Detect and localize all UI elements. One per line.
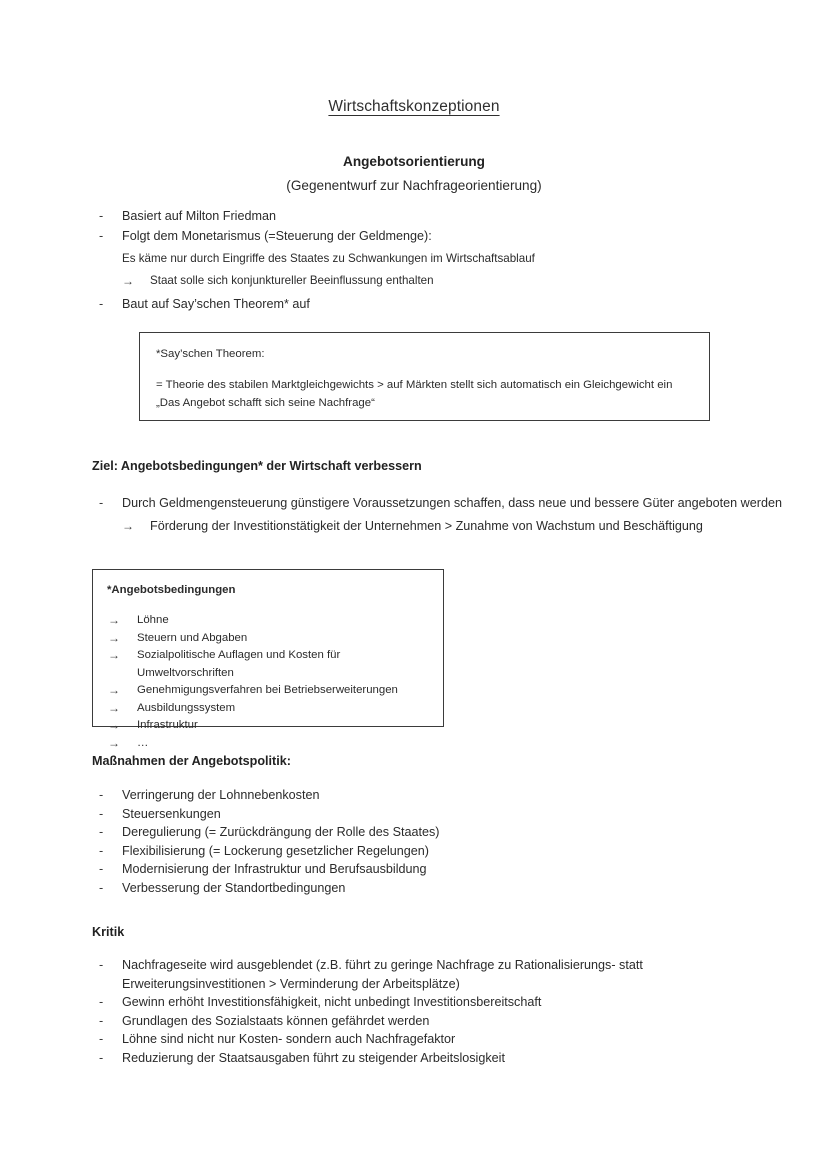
list-item-text: Steuern und Abgaben: [137, 631, 248, 644]
list-item: [107, 700, 429, 718]
list-item: [107, 630, 429, 648]
list-item: [92, 1049, 692, 1068]
page-title: Wirtschaftskonzeptionen: [328, 98, 500, 115]
critique-list: [92, 956, 692, 1068]
list-item: [92, 1012, 692, 1031]
list-item-text: Reduzierung der Staatsausgaben führt zu steigender Arbeitslosigkeit: [122, 1050, 505, 1065]
arrow-icon: →: [122, 518, 134, 533]
list-item: [92, 956, 692, 993]
list-item-text: Löhne sind nicht nur Kosten- sondern auch Nachfragefaktor: [122, 1032, 456, 1047]
list-item-text: Folgt dem Monetarismus (=Steuerung der Geldmenge):: [122, 228, 432, 243]
list-item: [92, 207, 752, 227]
list-item-text: Gewinn erhöht Investitionsfähigkeit, nicht unbedingt Investitionsbereitschaft: [122, 995, 542, 1010]
dash-bullet-icon: -: [99, 1032, 104, 1047]
theorem-box-title: *Say’schen Theorem:: [156, 348, 265, 360]
measures-section: [92, 786, 752, 898]
list-item: [92, 295, 752, 315]
dash-bullet-icon: -: [99, 209, 104, 223]
dash-bullet-icon: -: [99, 1050, 104, 1065]
list-item: [92, 823, 752, 842]
arrow-icon: →: [108, 683, 120, 697]
arrow-icon: →: [108, 735, 120, 750]
arrow-icon: →: [108, 700, 120, 715]
arrow-icon: →: [122, 274, 134, 288]
list-item-text: Durch Geldmengensteuerung günstigere Voraussetzungen schaffen, dass neue und bessere Güter angeboten werden: [122, 496, 782, 510]
list-item-text: Baut auf Say’schen Theorem* auf: [122, 297, 310, 311]
list-item-text: …: [137, 736, 149, 749]
conditions-box-title: *Angebotsbedingungen: [107, 584, 236, 596]
list-item-text: Nachfrageseite wird ausgeblendet (z.B. führt zu geringe Nachfrage zu Rationalisierungs- statt Erweiterungsinvestitionen > Verminderung der Arbeitsplätze): [122, 958, 643, 991]
list-item-text: Flexibilisierung (= Lockerung gesetzlicher Regelungen): [122, 843, 429, 858]
critique-heading: Kritik: [92, 925, 125, 939]
subtitle-heading: Angebotsorientierung: [343, 154, 485, 169]
theorem-definition-box: [139, 332, 710, 421]
list-item-text: Deregulierung (= Zurückdrängung der Rolle des Staates): [122, 825, 440, 840]
list-item: [107, 647, 429, 682]
dash-bullet-icon: -: [99, 843, 104, 858]
arrow-icon: →: [108, 630, 120, 645]
list-item-text: Ausbildungssystem: [137, 701, 236, 714]
list-item: [92, 494, 792, 514]
critique-section: [92, 956, 692, 1068]
arrow-icon: →: [108, 613, 120, 627]
list-item: [92, 842, 752, 861]
intro-list-continued: [92, 295, 752, 315]
list-item: [107, 735, 429, 753]
dash-bullet-icon: -: [99, 880, 104, 895]
list-item: [92, 860, 752, 879]
list-item-text: Sozialpolitische Auflagen und Kosten für Umweltvorschriften: [137, 649, 341, 679]
list-item: [107, 717, 429, 735]
goal-arrow-line: [92, 516, 792, 537]
dash-bullet-icon: -: [99, 297, 104, 311]
dash-bullet-icon: -: [99, 825, 104, 840]
dash-bullet-icon: -: [99, 806, 104, 821]
dash-bullet-icon: -: [99, 958, 104, 972]
list-item-text: Infrastruktur: [137, 719, 198, 731]
theorem-box-body: = Theorie des stabilen Marktgleichgewichts > auf Märkten stellt sich automatisch ein Gleichgewicht ein „Das Angebot schafft sich seine Nachfrage“: [156, 379, 673, 409]
dash-bullet-icon: -: [99, 995, 104, 1010]
intro-list: [92, 207, 752, 246]
subtitle-note: (Gegenentwurf zur Nachfrageorientierung): [286, 178, 542, 193]
measures-heading: Maßnahmen der Angebotspolitik:: [92, 754, 291, 768]
list-item-text: Löhne: [137, 614, 169, 626]
dash-bullet-icon: -: [99, 1013, 104, 1028]
list-item-text: Modernisierung der Infrastruktur und Berufsausbildung: [122, 862, 427, 877]
monetarism-arrow-text: Staat solle sich konjunktureller Beeinflussung enthalten: [150, 274, 434, 287]
arrow-icon: →: [108, 648, 120, 662]
intro-section: [92, 207, 752, 315]
list-item-text: Basiert auf Milton Friedman: [122, 209, 276, 223]
dash-bullet-icon: -: [99, 228, 104, 243]
list-item: [107, 612, 429, 630]
conditions-box: [92, 569, 444, 750]
monetarism-arrow-line: [92, 271, 752, 291]
dash-bullet-icon: -: [99, 788, 104, 802]
list-item-text: Verringerung der Lohnnebenkosten: [122, 788, 320, 802]
monetarism-detail-text: Es käme nur durch Eingriffe des Staates zu Schwankungen im Wirtschaftsablauf: [122, 252, 535, 265]
list-item: [92, 1030, 692, 1049]
subtitle-block: [0, 152, 828, 197]
list-item: [92, 879, 752, 898]
goal-arrow-text: Förderung der Investitionstätigkeit der Unternehmen > Zunahme von Wachstum und Beschäftigung: [150, 518, 703, 533]
list-item-text: Genehmigungsverfahren bei Betriebserweiterungen: [137, 684, 398, 696]
list-item-text: Steuersenkungen: [122, 806, 221, 821]
measures-list: [92, 786, 752, 898]
conditions-list: [107, 612, 429, 752]
goal-section: [92, 494, 792, 537]
list-item: [92, 993, 692, 1012]
goal-heading: Ziel: Angebotsbedingungen* der Wirtschaft verbessern: [92, 459, 422, 473]
goal-list: [92, 494, 792, 514]
dash-bullet-icon: -: [99, 496, 104, 510]
list-item: [92, 786, 752, 805]
dash-bullet-icon: -: [99, 862, 104, 877]
list-item: [92, 805, 752, 824]
list-item: [107, 682, 429, 700]
list-item: [92, 227, 752, 247]
list-item-text: Grundlagen des Sozialstaats können gefährdet werden: [122, 1013, 430, 1028]
arrow-icon: →: [108, 718, 120, 732]
list-item-text: Verbesserung der Standortbedingungen: [122, 880, 346, 895]
